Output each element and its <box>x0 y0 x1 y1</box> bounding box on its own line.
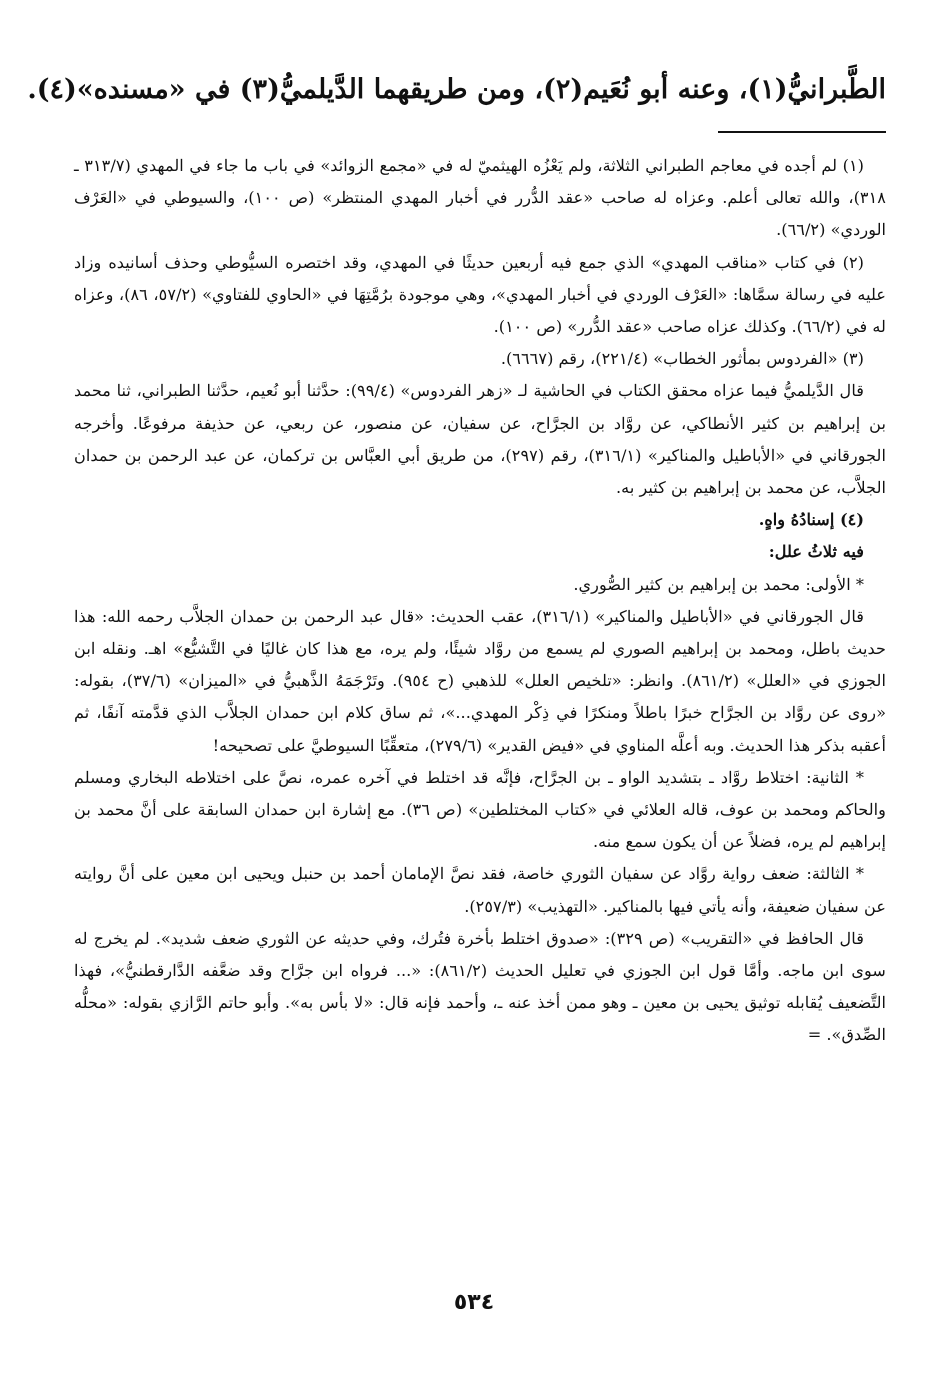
footnote-4-cause-1: * الأولى: محمد بن إبراهيم بن كثير الصُّوري. <box>573 574 864 594</box>
footnote-separator <box>718 131 886 133</box>
footnote-4: (٤) إسنادُهُ واهٍ. <box>758 510 864 530</box>
footnote-4-heading: فيه ثلاثُ علل: <box>768 542 864 562</box>
main-text: الطَّبرانيُّ(١)، وعنه أبو نُعَيم(٢)، ومن طريقهما الدَّيلميُّ(٣) في «مسنده»(٤). <box>27 74 886 105</box>
footnote-4-cause-1-detail: قال الجورقاني في «الأباطيل والمناكير» (٣١٦/١)، عقب الحديث: «قال عبد الرحمن بن حمدان الجلاَّب رحمه الله: هذا حديث باطل، ومحمد بن إبراهيم الصوري لم يسمع من روَّاد شيئًا، ولم يره، مع هذا كان غاليًا في التَّشيُّع» اهـ. ونقله ابن الجوزي في «العلل» (٨٦١/٢). وانظر: «تلخيص العلل» للذهبي (ح ٩٥٤). وتَرْجَمَهُ الذَّهبيُّ في «الميزان» (٣٧/٦)، بقوله: «روى عن روَّاد بن الجرَّاح خبرًا باطلاً ومنكرًا في ذِكْر المهدي...»، ثم ساق كلام ابن حمدان الجلاَّب الذي قدَّمته آنفًا، ثم أعقبه بذكر هذا الحديث. وبه أعلَّه المناوي في «فيض القدير» (٢٧٩/٦)، متعقِّبًا السيوطيَّ على تصحيحه! <box>74 606 886 755</box>
page-number: ٥٣٤ <box>453 1290 495 1315</box>
footnote-3: (٣) «الفردوس بمأثور الخطاب» (٢٢١/٤)، رقم (٦٦٦٧). <box>500 349 864 369</box>
footnote-4-cause-3: * الثالثة: ضعف رواية روَّاد عن سفيان الثوري خاصة، فقد نصَّ الإمامان أحمد بن حنبل ويحيى ابن معين على أنَّ روايته عن سفيان ضعيفة، وأنه يأتي فيها بالمناكير. «التهذيب» (٢٥٧/٣). <box>74 864 886 916</box>
footnote-4-cause-2: * الثانية: اختلاط روَّاد ـ بتشديد الواو ـ بن الجرَّاح، فإنَّه قد اختلط في آخره عمره، نصَّ على اختلاطه البخاري ومسلم والحاكم ومحمد بن عوف، قاله العلائي في «كتاب المختلطين» (ص ٣٦). مع إشارة ابن حمدان السابقة على أنَّ محمد بن إبراهيم لم يره، فضلاً عن أن يكون سمع منه. <box>74 767 886 852</box>
footnotes <box>74 150 886 1052</box>
footnote-2: (٢) في كتاب «مناقب المهدي» الذي جمع فيه أربعين حديثًا في المهدي، وقد اختصره السيُّوطي وحذف أسانيده وزاد عليه في رسالة سمَّاها: «العَرْف الوردي في أخبار المهدي»، وهي موجودة برُمَّتِهَا في «الحاوي للفتاوي» (٥٧/٢، ٨٦)، وعزاه له في (٦٦/٢). وكذلك عزاه صاحب «عقد الدُّرر» (ص ١٠٠). <box>74 252 886 337</box>
footnote-4-hafiz-quote: قال الحافظ في «التقريب» (ص ٣٢٩): «صدوق اختلط بأخرة فتُرك، وفي حديثه عن الثوري ضعف شديد». لم يخرج له سوى ابن ماجه. وأمَّا قول ابن الجوزي في تعليل الحديث (٨٦١/٢): «... فرواه ابن جرَّاح وقد ضعَّفه الدَّارقطنيُّ»، فهذا التَّضعيف يُقابله توثيق يحيى بن معين ـ وهو ممن أخذ عنه ـ، وأحمد فإنه قال: «لا بأس به». وأبو حاتم الرَّازي بقوله: «محلُّه الصِّدق». = <box>74 928 886 1045</box>
footnote-3-details: قال الدَّيلميُّ فيما عزاه محقق الكتاب في الحاشية لـ «زهر الفردوس» (٩٩/٤): حدَّثنا أبو نُعيم، حدَّثنا الطبراني، ثنا محمد بن إبراهيم بن كثير الأنطاكي، عن روَّاد بن الجرَّاح، عن سفيان، عن منصور، عن ربعي، عن حذيفة مرفوعًا. وأخرجه الجورقاني في «الأباطيل والمناكير» (٣١٦/١)، رقم (٢٩٧)، من طريق أبي العبَّاس بن تركمان، عن عبد الرحمن بن حمدان الجلاَّب، عن محمد بن إبراهيم بن كثير به. <box>74 381 886 498</box>
footnote-1: (١) لم أجده في معاجم الطبراني الثلاثة، ولم يَعْزُه الهيثميّ له في «مجمع الزوائد» في باب ما جاء في المهدي (٣١٣/٧ ـ ٣١٨)، والله تعالى أعلم. وعزاه له صاحب «عقد الدُّرر في أخبار المهدي المنتظر» (ص ١٠٠)، والسيوطي في «العَرْف الوردي» (٦٦/٢). <box>74 156 886 240</box>
